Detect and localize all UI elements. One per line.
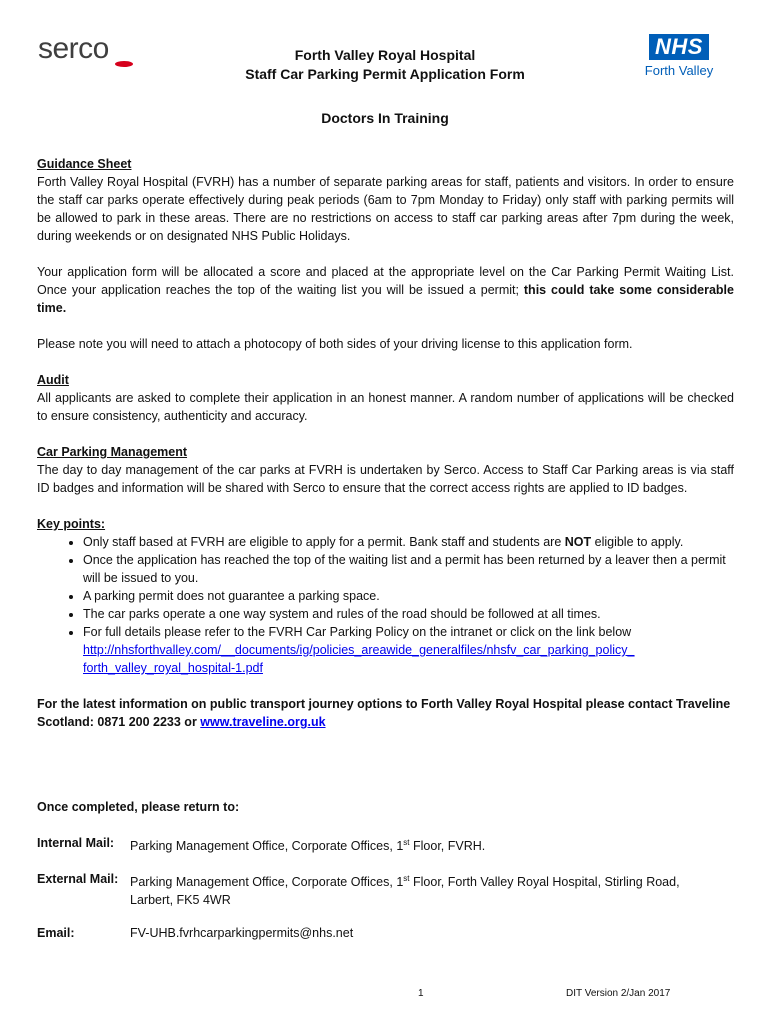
guidance-p2-bold: this could take some considerable time. (37, 283, 734, 315)
guidance-paragraph-3: Please note you will need to attach a photocopy of both sides of your driving license to this application form. (37, 337, 633, 351)
management-heading: Car Parking Management (37, 445, 188, 459)
guidance-p2-text: Your application form will be allocated a score and placed at the appropriate level on the Car Parking Permit Waiting List. Once your application reaches the top of the waiting list you will be issued a permit; (37, 265, 734, 297)
list-item: • Once the application has reached the top of the waiting list and a permit has been returned by a leaver then a permit will be issued to you. (83, 551, 734, 587)
list-item: • The car parks operate a one way system and rules of the road should be followed at all times. (83, 605, 734, 623)
guidance-content (37, 155, 734, 731)
management-text: The day to day management of the car parks at FVRH is undertaken by Serco. Access to Staff Car Parking areas is via staff ID badges and information will be shared with Serco to ensure that the correct access rights are applied to ID badges. (37, 463, 734, 495)
title-line-2: Staff Car Parking Permit Application Form (245, 66, 525, 82)
key-point-1-end: eligible to apply. (591, 535, 684, 549)
internal-mail-label: Internal Mail: (37, 836, 115, 850)
external-mail-address: Parking Management Office, Corporate Offices, 1 (130, 875, 404, 890)
audit-text: All applicants are asked to complete their application in an honest manner. A random number of applications will be checked to ensure consistency, authenticity and accuracy. (37, 391, 734, 423)
internal-mail-sup: st (403, 838, 410, 847)
external-mail-value (130, 870, 720, 909)
policy-link-line-2[interactable]: forth_valley_royal_hospital-1.pdf (83, 661, 263, 675)
key-point-1-text: Only staff based at FVRH are eligible to apply for a permit. Bank staff and students are (83, 535, 565, 549)
external-mail-sup: st (403, 874, 410, 883)
guidance-heading: Guidance Sheet (37, 157, 132, 171)
nhs-wordmark: NHS (649, 34, 709, 60)
key-point-5-text: For full details please refer to the FVRH Car Parking Policy on the intranet or click on the link below (83, 625, 632, 639)
page-subtitle: Doctors In Training (321, 110, 449, 126)
list-item (83, 533, 734, 551)
guidance-paragraph-2 (37, 263, 734, 317)
list-item (83, 623, 734, 677)
page-number: 1 (418, 988, 424, 999)
key-point-1-bold: NOT (564, 535, 592, 549)
external-mail-row (37, 870, 734, 909)
internal-mail-address: Parking Management Office, Corporate Offices, 1 (130, 839, 404, 854)
title-line-1: Forth Valley Royal Hospital (294, 47, 476, 63)
serco-wordmark: serco (38, 32, 109, 65)
list-item: • A parking permit does not guarantee a parking space. (83, 587, 734, 605)
nhs-subtitle: Forth Valley (644, 63, 714, 78)
external-mail-address-end: Floor, Forth Valley Royal Hospital, Stirling Road, Larbert, FK5 4WR (130, 875, 680, 908)
audit-heading: Audit (37, 373, 69, 387)
version-label: DIT Version 2/Jan 2017 (566, 988, 671, 999)
traveline-link[interactable]: www.traveline.org.uk (200, 715, 326, 729)
internal-mail-address-end: Floor, FVRH. (409, 839, 486, 854)
internal-mail-row (37, 834, 734, 855)
policy-link[interactable] (83, 643, 634, 675)
guidance-paragraph-1: Forth Valley Royal Hospital (FVRH) has a number of separate parking areas for staff, patients and visitors. In order to ensure the staff car parks operate effectively during peak periods (6am to 7pm Monday to Friday) only staff with parking permits will be allowed to park in these areas. There are no restrictions on access to staff car parking areas after 7pm during the week, during weekends or on designated NHS Public Holidays. (37, 175, 734, 243)
email-label: Email: (37, 926, 75, 940)
email-row (37, 924, 734, 942)
transport-info (37, 695, 734, 731)
key-points-heading: Key points: (37, 517, 106, 531)
return-heading (37, 798, 734, 816)
page-title (0, 46, 770, 84)
transport-text: For the latest information on public transport journey options to Forth Valley Royal Hospital please contact Traveline Scotland: 0871 200 2233 or (37, 697, 731, 729)
key-points-list (37, 533, 734, 677)
return-heading-text: Once completed, please return to: (37, 800, 240, 814)
email-value: FV-UHB.fvrhcarparkingpermits@nhs.net (130, 926, 354, 940)
policy-link-line-1[interactable]: http://nhsforthvalley.com/__documents/ig/policies_areawide_generalfiles/nhsfv_car_parking_policy_ (83, 643, 635, 657)
external-mail-label: External Mail: (37, 872, 119, 886)
internal-mail-value (130, 834, 720, 855)
